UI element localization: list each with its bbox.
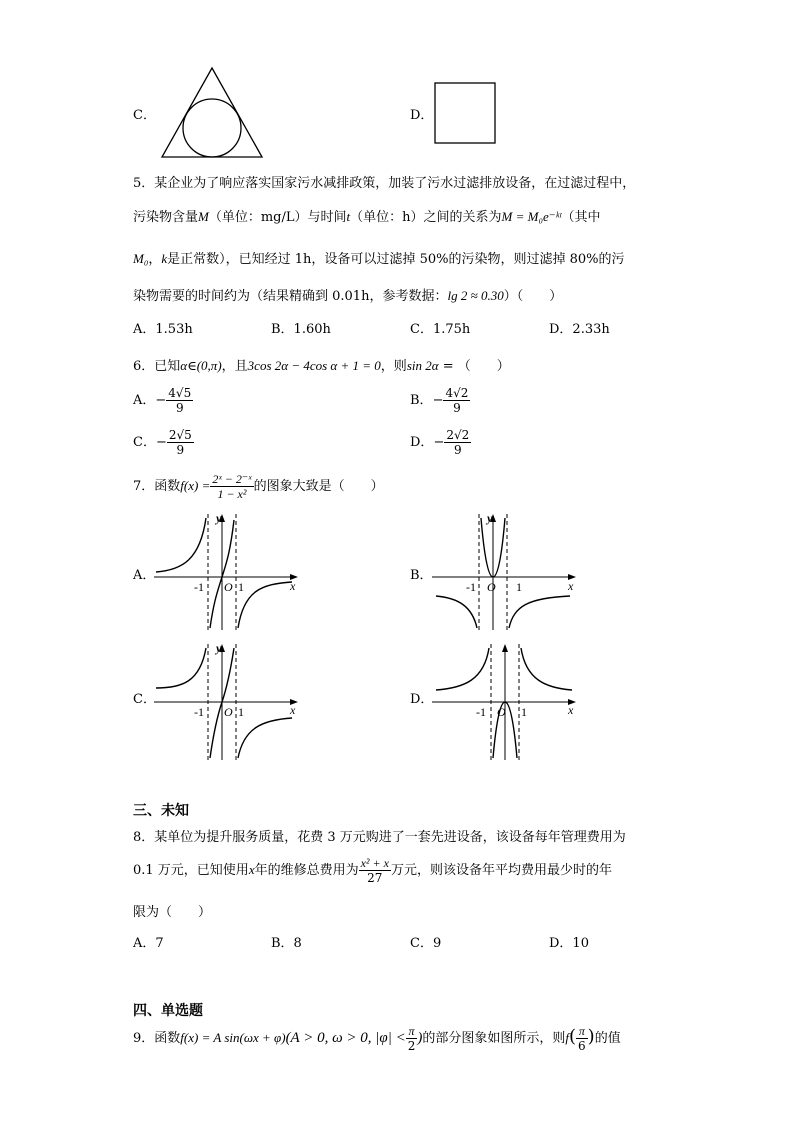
q5-option-a[interactable]: A．1.53h xyxy=(133,322,193,337)
tick-pos1: 1 xyxy=(521,705,527,719)
q6-option-d[interactable]: D．− $\frac{2√2}{9}$ xyxy=(410,428,470,457)
tick-neg1: -1 xyxy=(466,580,476,594)
q7-option-c-label[interactable]: C． xyxy=(133,692,156,707)
q8-line3: 限为（ ） xyxy=(133,905,212,920)
q6-stem: 6．已知α∈(0,π)，且3cos 2α − 4cos α + 1 = 0，则sin 2α = （ ） xyxy=(133,358,510,374)
option-d-label: D． xyxy=(410,108,434,123)
tick-pos1: 1 xyxy=(516,580,522,594)
q5-line1: 5．某企业为了响应落实国家污水减排政策，加装了污水过滤排放设备，在过滤过程中， xyxy=(133,176,636,191)
q5-option-b[interactable]: B．1.60h xyxy=(271,322,331,337)
axis-x-label: x xyxy=(568,703,574,717)
q5-line3: M₀，k是正常数），已知经过 1h，设备可以过滤掉 50%的污染物，则过滤掉 80%的污 xyxy=(133,251,625,267)
tick-neg1: -1 xyxy=(194,580,204,594)
q7-graph-b[interactable] xyxy=(430,510,578,632)
q8-line2: 0.1 万元，已知使用x年的维修总费用为 $\frac{\text{x² + x}}{27}$ 万元，则该设备年平均费用最少时的年 xyxy=(133,856,612,885)
origin-label: O xyxy=(224,580,233,594)
option-c-label: C． xyxy=(133,108,156,123)
q8-line1: 8．某单位为提升服务质量，花费 3 万元购进了一套先进设备，该设备每年管理费用为 xyxy=(133,830,626,845)
q8-option-b[interactable]: B．8 xyxy=(271,936,302,951)
q6-option-a[interactable]: A．− $\frac{4√5}{9}$ xyxy=(133,386,192,415)
tick-neg1: -1 xyxy=(194,705,204,719)
origin-label: O xyxy=(487,580,496,594)
q7-stem: 7．函数f(x) = $\frac{\text{2ˣ − 2⁻ˣ}}{\text{1 − x²}}$ 的图象大致是（ ） xyxy=(133,472,384,501)
q5-line2: 污染物含量M（单位：mg/L）与时间t（单位：h）之间的关系为M = M₀e⁻ᵏᵗ（其中 xyxy=(133,209,601,225)
q7-graph-d[interactable] xyxy=(430,640,578,762)
q7-option-a-label[interactable]: A． xyxy=(133,568,156,583)
section-4-title: 四、单选题 xyxy=(133,1003,203,1019)
axis-y-label: y xyxy=(216,511,222,525)
q5-option-d[interactable]: D．2.33h xyxy=(549,322,610,337)
q7-graph-c[interactable] xyxy=(152,640,300,762)
axis-y-label: y xyxy=(487,511,493,525)
tick-pos1: 1 xyxy=(238,705,244,719)
tick-pos1: 1 xyxy=(238,580,244,594)
q6-option-c[interactable]: C．− $\frac{2√5}{9}$ xyxy=(133,428,192,457)
q7-option-b-label[interactable]: B． xyxy=(410,568,433,583)
q6-option-b[interactable]: B．− $\frac{4√2}{9}$ xyxy=(410,386,469,415)
axis-x-label: x xyxy=(290,703,296,717)
axis-y-label: y xyxy=(216,641,222,655)
q8-option-a[interactable]: A．7 xyxy=(133,936,164,951)
q5-option-c[interactable]: C．1.75h xyxy=(410,322,471,337)
axis-x-label: x xyxy=(290,579,296,593)
q9-stem: 9．函数f(x) = A sin(ωx + φ)(A > 0, ω > 0, |φ| < $\frac{\pi}{2}$ )的部分图象如图所示，则f( $\frac{\pi}{6}$ )的值 xyxy=(133,1024,621,1053)
q8-option-c[interactable]: C．9 xyxy=(410,936,442,951)
axis-x-label: x xyxy=(568,579,574,593)
triangle-incircle-figure xyxy=(160,66,266,160)
square-figure xyxy=(434,82,498,146)
q7-graph-a[interactable] xyxy=(152,510,300,632)
q8-option-d[interactable]: D．10 xyxy=(549,936,589,951)
origin-label: O xyxy=(497,705,506,719)
q5-line4: 染物需要的时间约为（结果精确到 0.01h，参考数据：lg 2 ≈ 0.30）（ ） xyxy=(133,288,563,304)
tick-neg1: -1 xyxy=(476,705,486,719)
section-3-title: 三、未知 xyxy=(133,803,189,819)
q7-option-d-label[interactable]: D． xyxy=(410,692,434,707)
origin-label: O xyxy=(224,705,233,719)
q5-formula: M = M₀e⁻ᵏᵗ xyxy=(501,209,562,224)
